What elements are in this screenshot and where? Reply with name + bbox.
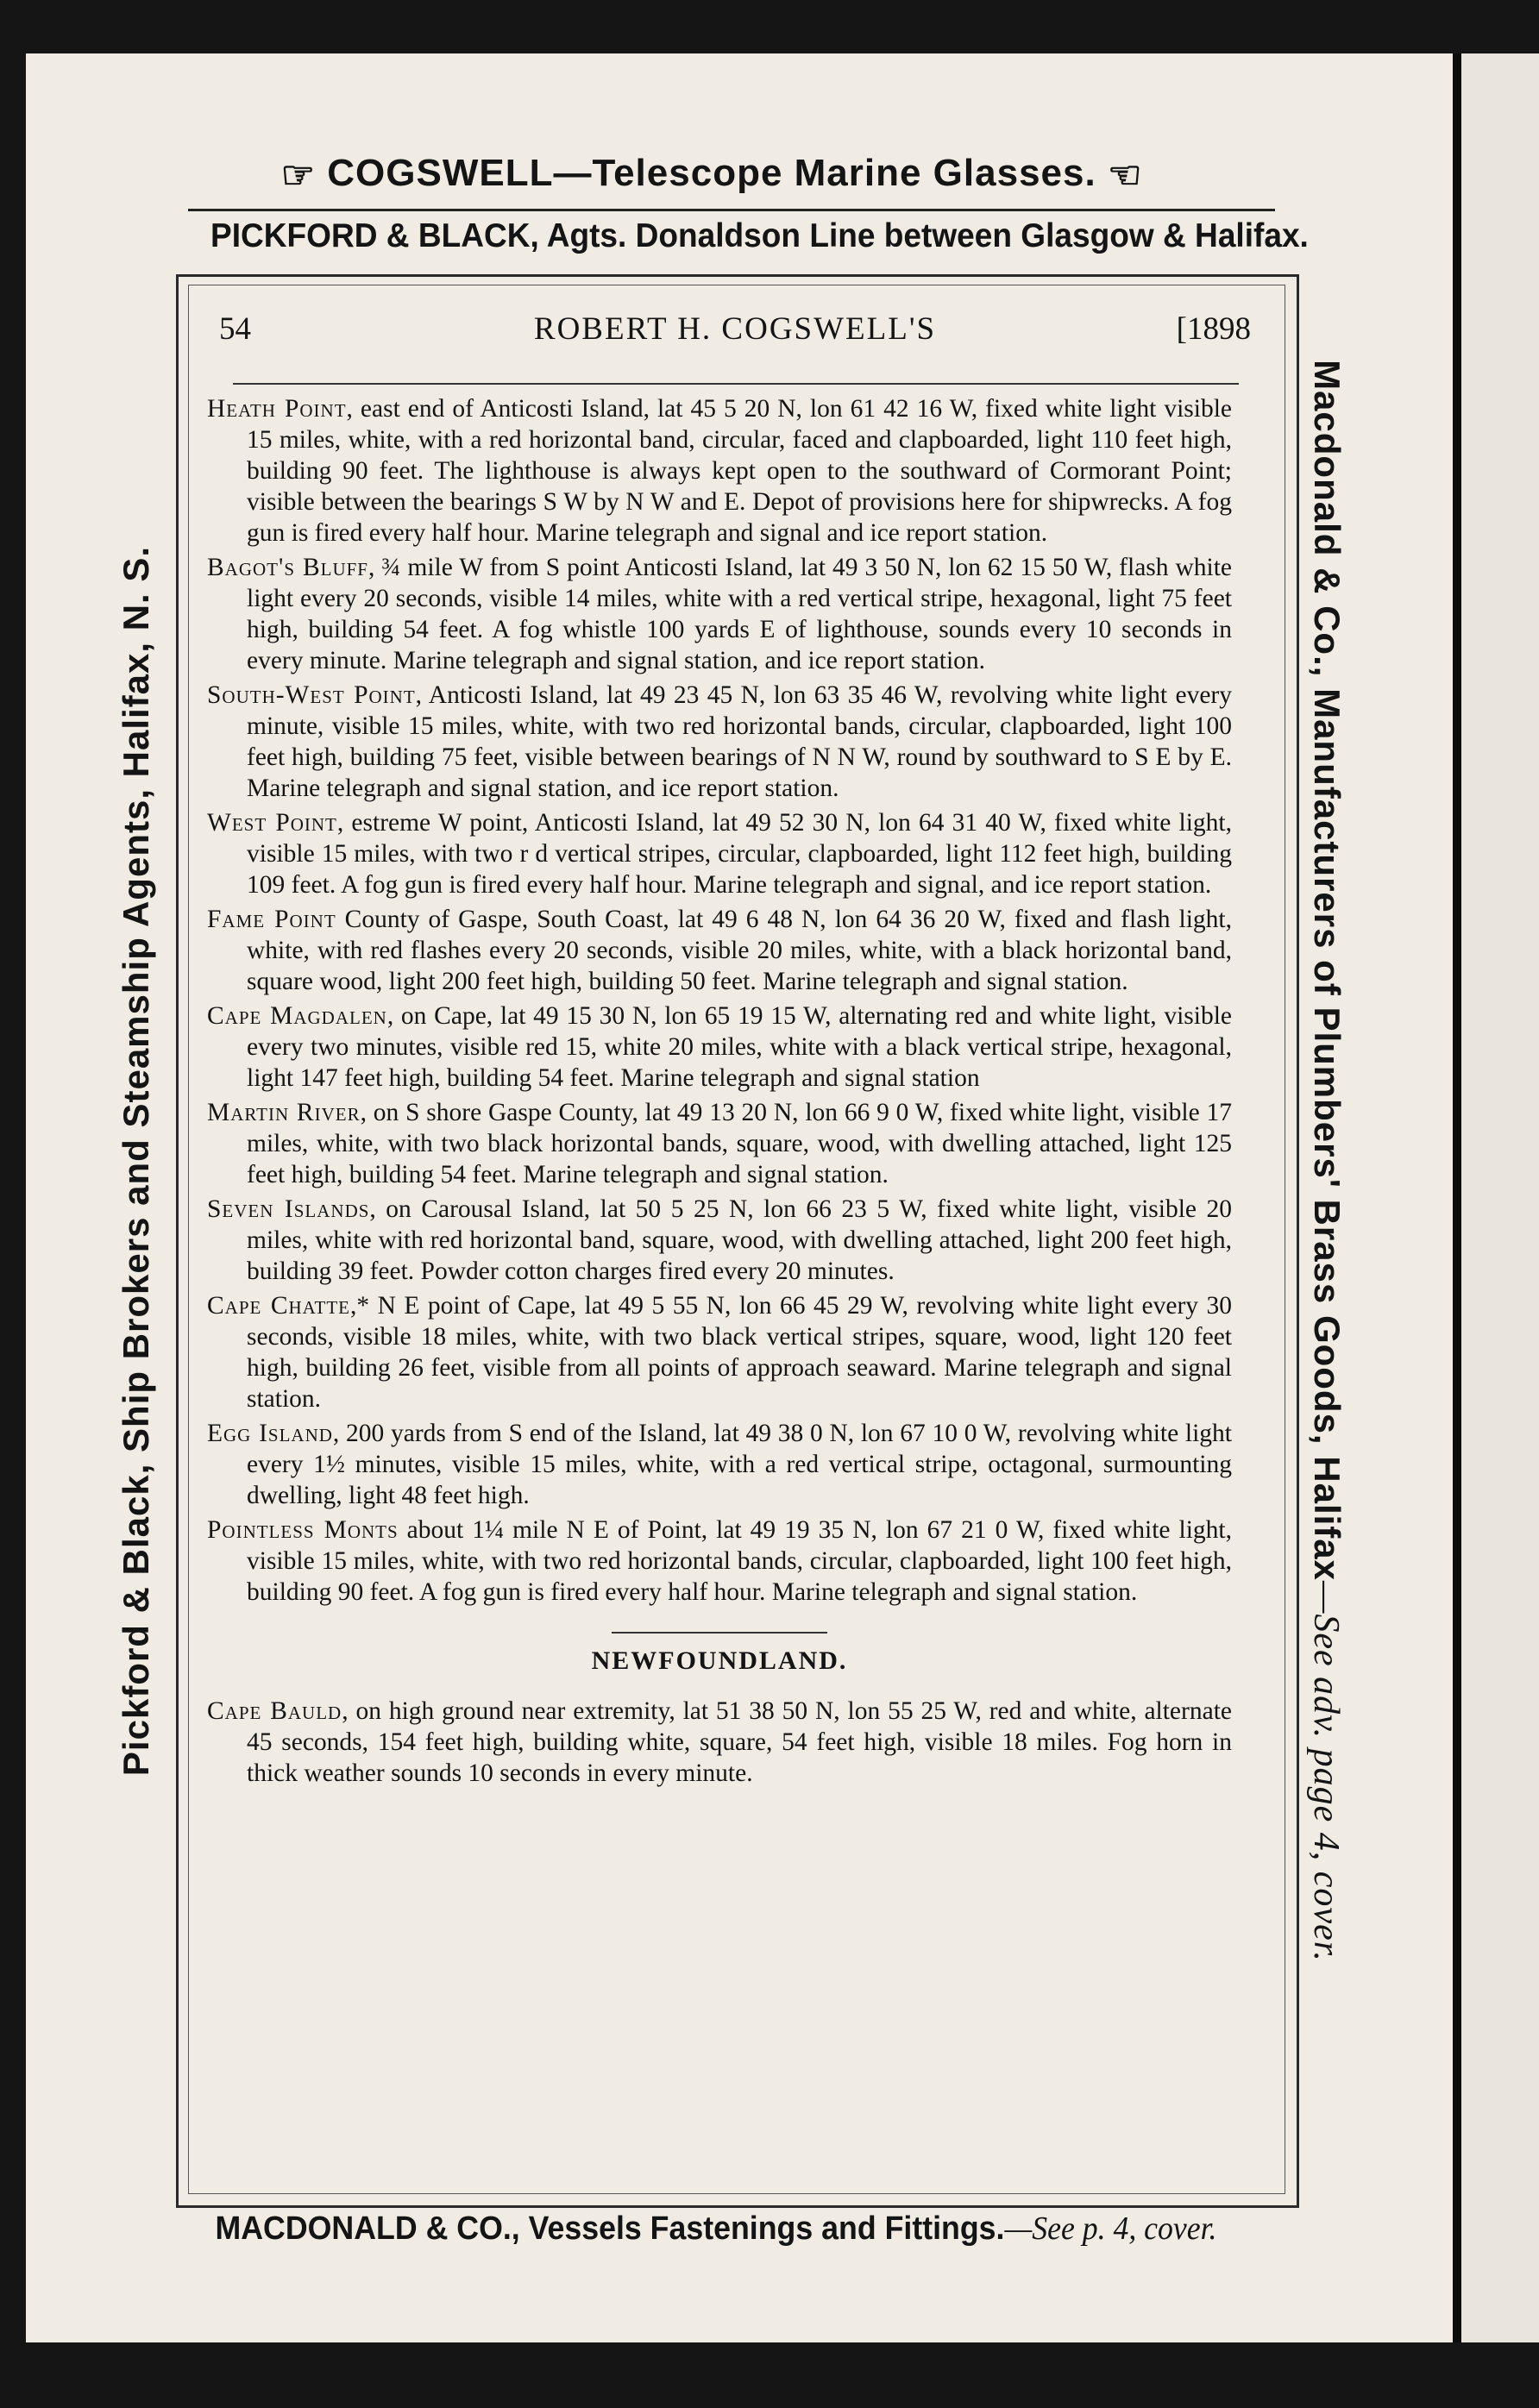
section-rule [612, 1632, 827, 1634]
entry-text: , east end of Anticosti Island, lat 45 5 20 N, lon 61 42 16 W, fixed white light visible 15 miles, white, with a red horizontal band, circular, faced and clapboarded, light 110 feet high, building 90 feet. The lighthouse is always kept open to the southward of Cormorant Point; visible between the bearings S W by N W and E. Depot of provisions here for shipwrecks. A fog gun is fired every half hour. Marine telegraph and signal and ice report station. [247, 395, 1232, 547]
right-side-advert-reference: —See adv. page 4, cover. [1306, 1581, 1346, 1962]
header-rule [233, 383, 1239, 385]
list-item [207, 1194, 1232, 1287]
entry-name: Cape Chatte [207, 1292, 350, 1320]
entry-text: , on Carousal Island, lat 50 5 25 N, lon 66 23 5 W, fixed white light, visible 20 miles, white with red horizontal band, square, wood, with dwelling attached, light 200 feet high, building 39 feet. Powder cotton charges fired every 20 minutes. [247, 1195, 1232, 1285]
next-page-edge [1453, 53, 1539, 2342]
list-item [207, 1097, 1232, 1190]
entry-name: Heath Point [207, 395, 347, 423]
entry-text: , estreme W point, Anticosti Island, lat 49 52 30 N, lon 64 31 40 W, fixed white light, visible 15 miles, with two r d vertical stripes, circular, clapboarded, light 112 feet high, building 109 feet. A fog gun is fired every half hour. Marine telegraph and signal, and ice report station. [247, 809, 1232, 899]
running-title: ROBERT H. COGSWELL'S [533, 311, 937, 347]
entry-name: South-West Point [207, 681, 416, 709]
section-heading-text: NEWFOUNDLAND. [591, 1646, 848, 1675]
list-item [207, 807, 1232, 900]
list-item [207, 1514, 1232, 1608]
entry-name: Egg Island [207, 1420, 333, 1447]
list-item [207, 1000, 1232, 1094]
entry-text: about 1¼ mile N E of Point, lat 49 19 35 N, lon 67 21 0 W, fixed white light, visible 15 miles, white, with two red horizontal bands, circular, clapboarded, light 100 feet high, building 90 feet. A fog gun is fired every half hour. Marine telegraph and signal station. [247, 1516, 1233, 1606]
section-heading [207, 1632, 1232, 1677]
entry-text: , 200 yards from S end of the Island, lat 49 38 0 N, lon 67 10 0 W, revolving white light every 1½ minutes, visible 15 miles, white, with a red vertical stripe, octagonal, surmounting dwelling, light 48 feet high. [247, 1420, 1232, 1509]
entry-name: Martin River [207, 1099, 361, 1126]
entry-name: Cape Bauld [207, 1697, 342, 1725]
entry-text: County of Gaspe, South Coast, lat 49 6 48 N, lon 64 36 20 W, fixed and flash light, white, with red flashes every 20 seconds, visible 20 miles, white, with a black horizontal band, square wood, light 200 feet high, building 50 feet. Marine telegraph and signal station. [247, 906, 1232, 995]
entry-text: , on Cape, lat 49 15 30 N, lon 65 19 15 W, alternating red and white light, visible every two minutes, visible red 15, white 20 miles, white with a black vertical stripe, hexagonal, light 147 feet high, building 54 feet. Marine telegraph and signal station [247, 1002, 1233, 1092]
agents-banner: PICKFORD & BLACK, Agts. Donaldson Line between Glasgow & Halifax. [210, 217, 1309, 254]
pointing-hand-right-icon: ☞ [280, 154, 317, 197]
top-banner [164, 152, 1259, 198]
entry-text: , ¾ mile W from S point Anticosti Island, lat 49 3 50 N, lon 62 15 50 W, flash white light every 20 seconds, visible 14 miles, white with a red vertical stripe, hexagonal, light 75 feet high, building 54 feet. A fog whistle 100 yards E of lighthouse, sounds every 10 seconds in every minute. Marine telegraph and signal station, and ice report station. [247, 554, 1233, 674]
footer-advert [205, 2210, 1227, 2248]
entry-name: Cape Magdalen [207, 1002, 387, 1030]
entry-name: Seven Islands [207, 1195, 370, 1223]
running-header [219, 307, 1251, 359]
banner-rule [188, 209, 1275, 211]
entry-name: Bagot's Bluff [207, 554, 368, 581]
list-item [207, 1290, 1232, 1414]
year: [1898 [1176, 311, 1251, 347]
entry-name: Fame Point [207, 906, 336, 933]
entry-text: ,* N E point of Cape, lat 49 5 55 N, lon 66 45 29 W, revolving white light every 30 seconds, visible 18 miles, white, with two black vertical stripes, square, wood, light 120 feet high, building 26 feet, visible from all points of approach seaward. Marine telegraph and signal station. [247, 1292, 1232, 1413]
list-item [207, 393, 1232, 549]
right-side-advert-main: Macdonald & Co., Manufacturers of Plumbers' Brass Goods, Halifax [1307, 360, 1347, 1581]
page-number: 54 [219, 311, 251, 347]
entry-text: , Anticosti Island, lat 49 23 45 N, lon 63 35 46 W, revolving white light every minute, visible 15 miles, white, with two red horizontal bands, circular, clapboarded, light 100 feet high, building 75 feet, visible between bearings of N N W, round by southward to S E by E. Marine telegraph and signal station, and ice report station. [247, 681, 1232, 802]
list-item [207, 552, 1232, 676]
list-item [207, 680, 1232, 804]
top-banner-text: COGSWELL—Telescope Marine Glasses. [327, 152, 1096, 194]
right-side-advert [1296, 264, 1347, 2058]
footer-advert-main: MACDONALD & CO., Vessels Fastenings and Fittings. [215, 2210, 1005, 2247]
left-side-advert: Pickford & Black, Ship Brokers and Steamship Agents, Halifax, N. S. [116, 545, 156, 1777]
entry-text: , on high ground near extremity, lat 51 38 50 N, lon 55 25 W, red and white, alternate 45 seconds, 154 feet high, building white, square, 54 feet high, visible 18 miles. Fog horn in thick weather sounds 10 seconds in every minute. [247, 1697, 1232, 1787]
lighthouse-list [207, 393, 1232, 1792]
pointing-hand-left-icon: ☜ [1107, 154, 1143, 197]
entry-name: Pointless Monts [207, 1516, 399, 1544]
entry-text: , on S shore Gaspe County, lat 49 13 20 N, lon 66 9 0 W, fixed white light, visible 17 miles, white, with two black horizontal bands, square, wood, with dwelling attached, light 125 feet high, building 54 feet. Marine telegraph and signal station. [247, 1099, 1232, 1188]
list-item [207, 1418, 1232, 1511]
list-item [207, 904, 1232, 997]
footer-advert-reference: —See p. 4, cover. [1004, 2210, 1217, 2247]
entry-name: West Point [207, 809, 337, 837]
list-item [207, 1696, 1232, 1789]
